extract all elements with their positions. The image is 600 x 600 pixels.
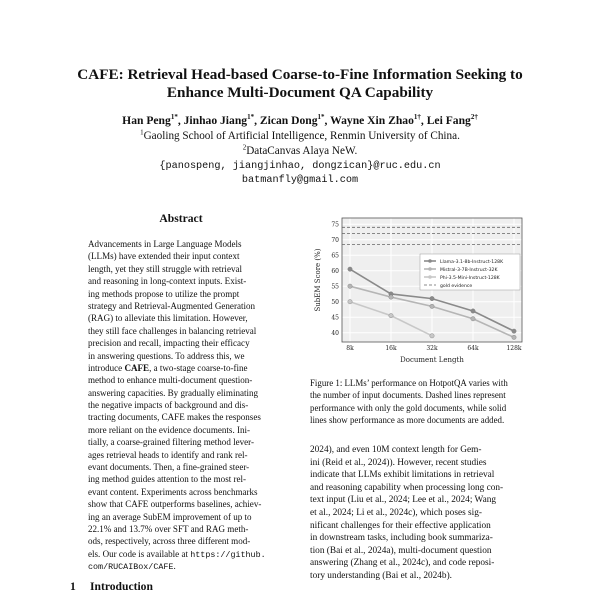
author-sup: 1* bbox=[317, 113, 325, 122]
abstract-line: and reasoning in long-context inputs. Exist- bbox=[88, 276, 247, 287]
body-line: answering (Zhang et al., 2024c), and code reposi- bbox=[310, 558, 495, 569]
section-title: Introduction bbox=[90, 580, 153, 593]
abstract-line: 22.1% and 13.7% over SFT and RAG meth- bbox=[88, 523, 249, 534]
affiliation-1 bbox=[30, 129, 570, 143]
series-point bbox=[348, 284, 352, 288]
author-name: Jinhao Jiang bbox=[183, 114, 248, 127]
section-heading bbox=[70, 580, 153, 593]
series-point bbox=[389, 313, 393, 317]
legend-label: Mistral-3-7B-Instruct-32K bbox=[440, 268, 498, 273]
abstract-line: tracting documents, CAFE makes the responses bbox=[88, 412, 261, 423]
abstract-line: ing method guides attention to the most rel- bbox=[88, 474, 247, 485]
body-line: et al., 2024; Li et al., 2024c), which poses sig- bbox=[310, 507, 482, 518]
abstract-line: strategy and Retrieval-Augmented Generation bbox=[88, 300, 256, 311]
figure-caption bbox=[310, 377, 536, 427]
y-tick-label: 40 bbox=[331, 330, 339, 338]
series-point bbox=[512, 329, 516, 333]
y-tick-label: 50 bbox=[331, 299, 339, 307]
affiliation-2 bbox=[30, 144, 570, 158]
author-sup: 1* bbox=[247, 113, 255, 122]
paper-title-line2: Enhance Multi-Document QA Capability bbox=[166, 84, 434, 101]
abstract-line: more reliant on the evidence documents. Ini- bbox=[88, 424, 251, 435]
affiliation-sup: 2 bbox=[242, 143, 247, 152]
abstract-line: ing methods propose to utilize the prompt bbox=[88, 288, 240, 299]
series-point bbox=[348, 267, 352, 271]
series-point bbox=[430, 304, 434, 308]
series-point bbox=[348, 300, 352, 304]
code-link[interactable]: https://github. bbox=[190, 549, 266, 560]
series-point bbox=[430, 334, 434, 338]
author-list: Han Peng$^{1*}$, Jinhao Jiang$^{1*}$, Zican Dong$^{1*}$, Wayne Xin Zhao$^{1\dagger}$, Lei Fang$^{2\dagger}$ bbox=[122, 113, 478, 127]
author-sup: 1* bbox=[170, 113, 178, 122]
section-number: 1 bbox=[70, 580, 76, 593]
legend-label: gold evidence bbox=[440, 284, 473, 289]
figure-1 bbox=[312, 210, 534, 374]
body-line: nificant challenges for their effective application bbox=[310, 520, 491, 531]
cafe-bold: CAFE bbox=[124, 362, 150, 373]
affiliation-sup: 1 bbox=[140, 128, 144, 137]
author-sup: 2† bbox=[470, 113, 478, 122]
abstract-line: Advancements in Large Language Models bbox=[88, 239, 242, 249]
abstract-line: ods, respectively, across three different mod- bbox=[88, 536, 251, 547]
x-tick-label: 16k bbox=[385, 345, 397, 352]
abstract-body bbox=[88, 238, 274, 573]
series-point bbox=[512, 335, 516, 339]
abstract-line: precision and recall, impacting their efficacy bbox=[88, 338, 250, 349]
abstract-line-pre: introduce bbox=[88, 362, 125, 373]
author-name: Han Peng bbox=[122, 114, 171, 127]
abstract-line: ages retrieval heads to identify and rank rel- bbox=[88, 449, 248, 460]
abstract-line: method to enhance multi-document question- bbox=[88, 375, 253, 386]
caption-line: Figure 1: LLMs’ performance on HotpotQA varies with bbox=[310, 378, 508, 388]
series-point bbox=[389, 295, 393, 299]
abstract-line: the negative impacts of background and dis- bbox=[88, 400, 249, 411]
y-tick-label: 75 bbox=[331, 221, 339, 229]
abstract-line-code bbox=[88, 548, 274, 560]
email-line-1: {panospeng, jiangjinhao, dongzican}@ruc.edu.cn bbox=[159, 161, 441, 172]
body-line: indicate that LLMs exhibit limitations in retrieval bbox=[310, 470, 495, 481]
abstract-line-cafe bbox=[88, 362, 274, 374]
abstract-line: they still face challenges in balancing retrieval bbox=[88, 325, 257, 336]
author-name: Zican Dong bbox=[259, 114, 318, 127]
body-line: ini (Reid et al., 2024)). However, recent studies bbox=[310, 457, 487, 468]
abstract-line: answering capacities. By gradually eliminating bbox=[88, 387, 259, 398]
abstract-line: length, yet they still struggle with retrieval bbox=[88, 263, 243, 274]
y-axis-label: SubEM Score (%) bbox=[314, 248, 322, 312]
body-line: and reasoning capability when processing long con- bbox=[310, 482, 504, 493]
abstract-line: (LLMs) have extended their input context bbox=[88, 251, 240, 262]
body-text-right bbox=[310, 444, 536, 583]
email-line-2: batmanfly@gmail.com bbox=[241, 175, 359, 186]
y-tick-label: 65 bbox=[331, 252, 339, 260]
legend-marker bbox=[428, 267, 432, 271]
performance-chart bbox=[312, 210, 534, 374]
abstract-line: show that CAFE outperforms baselines, achiev- bbox=[88, 499, 262, 510]
abstract-line: evant documents. Then, a fine-grained steer- bbox=[88, 462, 250, 473]
author-sup: 1† bbox=[413, 113, 421, 122]
abstract-line-post: , a two-stage coarse-to-fine bbox=[149, 362, 248, 373]
legend-label: Llama-3.1-8b-Instruct-128K bbox=[440, 260, 504, 265]
abstract-line-last bbox=[88, 560, 274, 572]
abstract-heading: Abstract bbox=[159, 212, 203, 225]
series-point bbox=[471, 309, 475, 313]
paper-title-line1: CAFE: Retrieval Head-based Coarse-to-Fine Information Seeking to bbox=[77, 66, 523, 83]
abstract-end: . bbox=[173, 561, 176, 572]
legend-label: Phi-3.5-Mini-Instruct-128K bbox=[440, 276, 500, 281]
paper-title bbox=[30, 66, 570, 102]
caption-line: performance with only the gold documents, while solid bbox=[310, 402, 507, 413]
legend-marker bbox=[428, 259, 432, 263]
y-tick-label: 60 bbox=[331, 268, 339, 276]
author-name: Wayne Xin Zhao bbox=[330, 114, 414, 127]
y-tick-label: 45 bbox=[331, 314, 339, 322]
legend-marker bbox=[428, 275, 432, 279]
abstract-line: (RAG) to alleviate this limitation. However, bbox=[88, 313, 248, 324]
caption-line: the number of input documents. Dashed lines represent bbox=[310, 390, 506, 401]
abstract-line: tially, a coarse-grained filtering method lever- bbox=[88, 437, 255, 448]
author-name: Lei Fang bbox=[426, 114, 471, 127]
x-tick-label: 32k bbox=[426, 345, 438, 352]
abstract-line: in answering questions. To address this, we bbox=[88, 350, 245, 361]
caption-line: lines show performance as more documents are added. bbox=[310, 415, 505, 426]
body-line: tory understanding (Bai et al., 2024b). bbox=[310, 570, 453, 581]
y-tick-label: 70 bbox=[331, 237, 339, 245]
body-line: in downstream tasks, including book summariza- bbox=[310, 533, 493, 544]
x-axis-label: Document Length bbox=[400, 356, 464, 364]
body-line: text input (Liu et al., 2024; Lee et al., 2024; Wang bbox=[310, 495, 497, 506]
code-prefix: els. Our code is available at bbox=[88, 548, 191, 559]
x-tick-label: 8k bbox=[346, 345, 354, 352]
series-point bbox=[471, 317, 475, 321]
affiliation-text: Gaoling School of Artificial Intelligence, Renmin University of China. bbox=[143, 130, 460, 142]
x-tick-label: 64k bbox=[467, 345, 479, 352]
series-point bbox=[430, 296, 434, 300]
x-tick-label: 128k bbox=[506, 345, 522, 352]
abstract-line: ing an average SubEM improvement of up to bbox=[88, 511, 252, 522]
y-tick-label: 55 bbox=[331, 283, 339, 291]
code-link-cont[interactable]: com/RUCAIBox/CAFE bbox=[88, 562, 174, 573]
body-line: tion (Bai et al., 2024a), multi-document question bbox=[310, 545, 492, 556]
abstract-line: evant content. Experiments across benchmarks bbox=[88, 486, 258, 497]
body-line: 2024), and even 10M context length for Gem- bbox=[310, 445, 482, 455]
affiliation-text: DataCanvas Alaya NeW. bbox=[246, 145, 358, 157]
